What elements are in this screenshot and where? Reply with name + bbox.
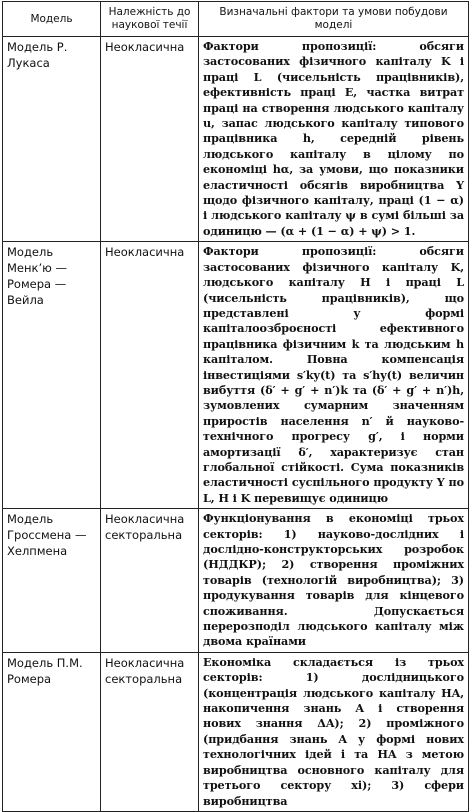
school-name: Неокласична (101, 37, 199, 242)
model-name: Модель П.М. Ромера (3, 652, 101, 811)
school-name: Неокласична (101, 242, 199, 509)
model-name: Модель Гроссмена — Хелпмена (3, 509, 101, 653)
model-factors: Економіка складається із трьох секторів: 1) дослідницького (концентрація людського капіталу HA, накопичення знань A і створення нових знання ΔA); 2) проміжного (придбання знань A у формі нових технологічних ідей i та HA з метою виробництва основного капіталу для третього сектору xi); 3) сфери виробництва (199, 652, 469, 811)
header-row (3, 2, 469, 37)
model-name: Модель Менк’ю — Ромера — Вейла (3, 242, 101, 509)
header-school: Належність до наукової течії (101, 2, 199, 37)
header-factors: Визначальні фактори та умови побудови моделі (199, 2, 469, 37)
table-row (3, 509, 469, 653)
table-row (3, 652, 469, 811)
model-name: Модель Р. Лукаса (3, 37, 101, 242)
models-table (2, 1, 469, 812)
table-row (3, 37, 469, 242)
school-name: Неокласична секторальна (101, 509, 199, 653)
model-factors: Функціонування в економіці трьох секторів: 1) науково-дослідних і дослідно-конструкторських розробок (НДДКР); 2) створення проміжних товарів (технологій виробництва); 3) продукування товарів для кінцевого споживання. Допускається перерозподіл людського капіталу між двома країнами (199, 509, 469, 653)
table-row (3, 242, 469, 509)
header-model: Модель (3, 2, 101, 37)
model-factors: Фактори пропозиції: обсяги застосованих фізичного капіталу K і праці L (чисельність працівників), ефективність праці E, частка витрат праці на створення людського капіталу u, запас людського капіталу типового працівника h, середній рівень людського капіталу в цілому по економіці hα, за умови, що показники еластичності обсягів виробництва Y щодо фізичного капіталу, праці (1 − α) і людського капіталу ψ в сумі більші за одиницю — (α + (1 − α) + ψ) > 1. (199, 37, 469, 242)
model-factors: Фактори пропозиції: обсяги застосованих фізичного капіталу K, людського капіталу H і праці L (чисельність працівників), що представлені у формі капіталоозброєності ефективного працівника фізичним k та людським h капіталом. Повна компенсація інвестиціями s′ky(t) та s′hy(t) величин вибуття (δ′ + g′ + n′)k та (δ′ + g′ + n′)h, зумовлених сумарним значенням приростів населення n′ й науково-технічного прогресу g′, і норми амортизації δ′, характеризує стан глобальної стійкості. Сума показників еластичності суспільного продукту Y по L, H і K перевищує одиницю (199, 242, 469, 509)
school-name: Неокласична секторальна (101, 652, 199, 811)
